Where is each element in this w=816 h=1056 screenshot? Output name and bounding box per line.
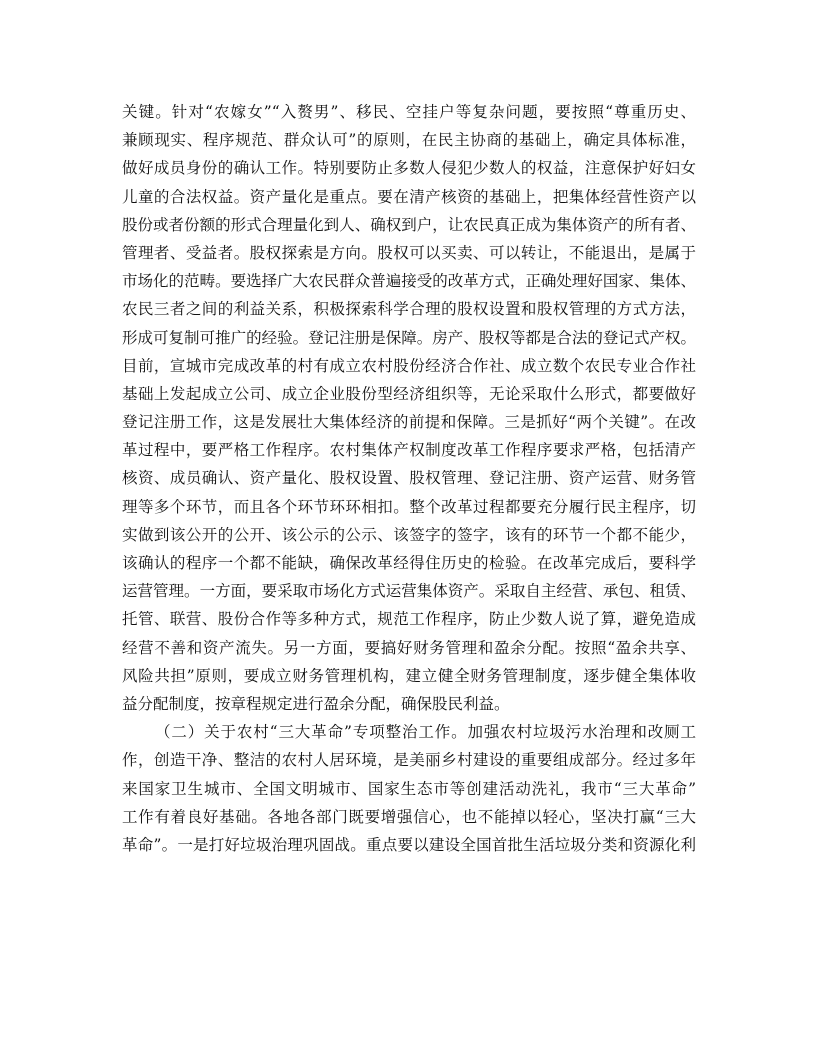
text-line: 儿童的合法权益。资产量化是重点。要在清产核资的基础上，把集体经营性资产以 [122, 187, 696, 206]
text-line: 市场化的范畴。要选择广大农民群众普遍接受的改革方式，正确处理好国家、集体、 [122, 272, 696, 291]
text-line: 托管、联营、股份合作等多种方式，规范工作程序，防止少数人说了算，避免造成 [122, 610, 696, 629]
text-line: 革命”。一是打好垃圾治理巩固战。重点要以建设全国首批生活垃圾分类和资源化利 [122, 835, 696, 854]
text-line: 来国家卫生城市、全国文明城市、国家生态市等创建活动洗礼，我市“三大革命” [122, 779, 696, 798]
text-line: 运营管理。一方面，要采取市场化方式运营集体资产。采取自主经营、承包、租赁、 [122, 582, 696, 601]
text-line: 形成可复制可推广的经验。登记注册是保障。房产、股权等都是合法的登记式产权。 [122, 328, 696, 347]
text-line: 工作有着良好基础。各地各部门既要增强信心，也不能掉以轻心，坚决打赢“三大 [122, 807, 696, 826]
section-heading-line: （二）关于农村“三大革命”专项整治工作。加强农村垃圾污水治理和改厕工 [155, 723, 696, 742]
text-line: 理等多个环节，而且各个环节环环相扣。整个改革过程都要充分履行民主程序，切 [122, 497, 696, 516]
text-line: 关键。针对“农嫁女”“入赘男”、移民、空挂户等复杂问题，要按照“尊重历史、 [122, 103, 696, 121]
text-line: 兼顾现实、程序规范、群众认可”的原则，在民主协商的基础上，确定具体标准， [122, 131, 696, 150]
text-line: 作，创造干净、整洁的农村人居环境，是美丽乡村建设的重要组成部分。经过多年 [122, 751, 696, 770]
text-line: 股份或者份额的形式合理量化到人、确权到户，让农民真正成为集体资产的所有者、 [122, 215, 696, 234]
body-text [122, 98, 696, 859]
text-line: 做好成员身份的确认工作。特别要防止多数人侵犯少数人的权益，注意保护好妇女 [122, 159, 696, 178]
text-line: 革过程中，要严格工作程序。农村集体产权制度改革工作程序要求严格，包括清产 [122, 441, 696, 460]
text-line: 登记注册工作，这是发展壮大集体经济的前提和保障。三是抓好“两个关键”。在改 [122, 413, 696, 432]
text-line: 该确认的程序一个都不能缺，确保改革经得住历史的检验。在改革完成后，要科学 [122, 554, 696, 572]
text-line: 管理者、受益者。股权探索是方向。股权可以买卖、可以转让，不能退出，是属于 [122, 243, 696, 262]
text-line: 实做到该公开的公开、该公示的公示、该签字的签字，该有的环节一个都不能少， [122, 525, 696, 544]
paragraph-end-line: 益分配制度，按章程规定进行盈余分配，确保股民利益。 [122, 694, 510, 713]
text-line: 基础上发起成立公司、成立企业股份型经济组织等，无论采取什么形式，都要做好 [122, 384, 696, 403]
text-line: 农民三者之间的利益关系，积极探索科学合理的股权设置和股权管理的方式方法， [122, 300, 696, 319]
text-line: 经营不善和资产流失。另一方面，要搞好财务管理和盈余分配。按照“盈余共享、 [122, 638, 696, 657]
text-line: 风险共担”原则，要成立财务管理机构，建立健全财务管理制度，逐步健全集体收 [122, 666, 696, 685]
text-line: 核资、成员确认、资产量化、股权设置、股权管理、登记注册、资产运营、财务管 [122, 469, 696, 488]
text-line: 目前，宣城市完成改革的村有成立农村股份经济合作社、成立数个农民专业合作社 [122, 356, 696, 375]
